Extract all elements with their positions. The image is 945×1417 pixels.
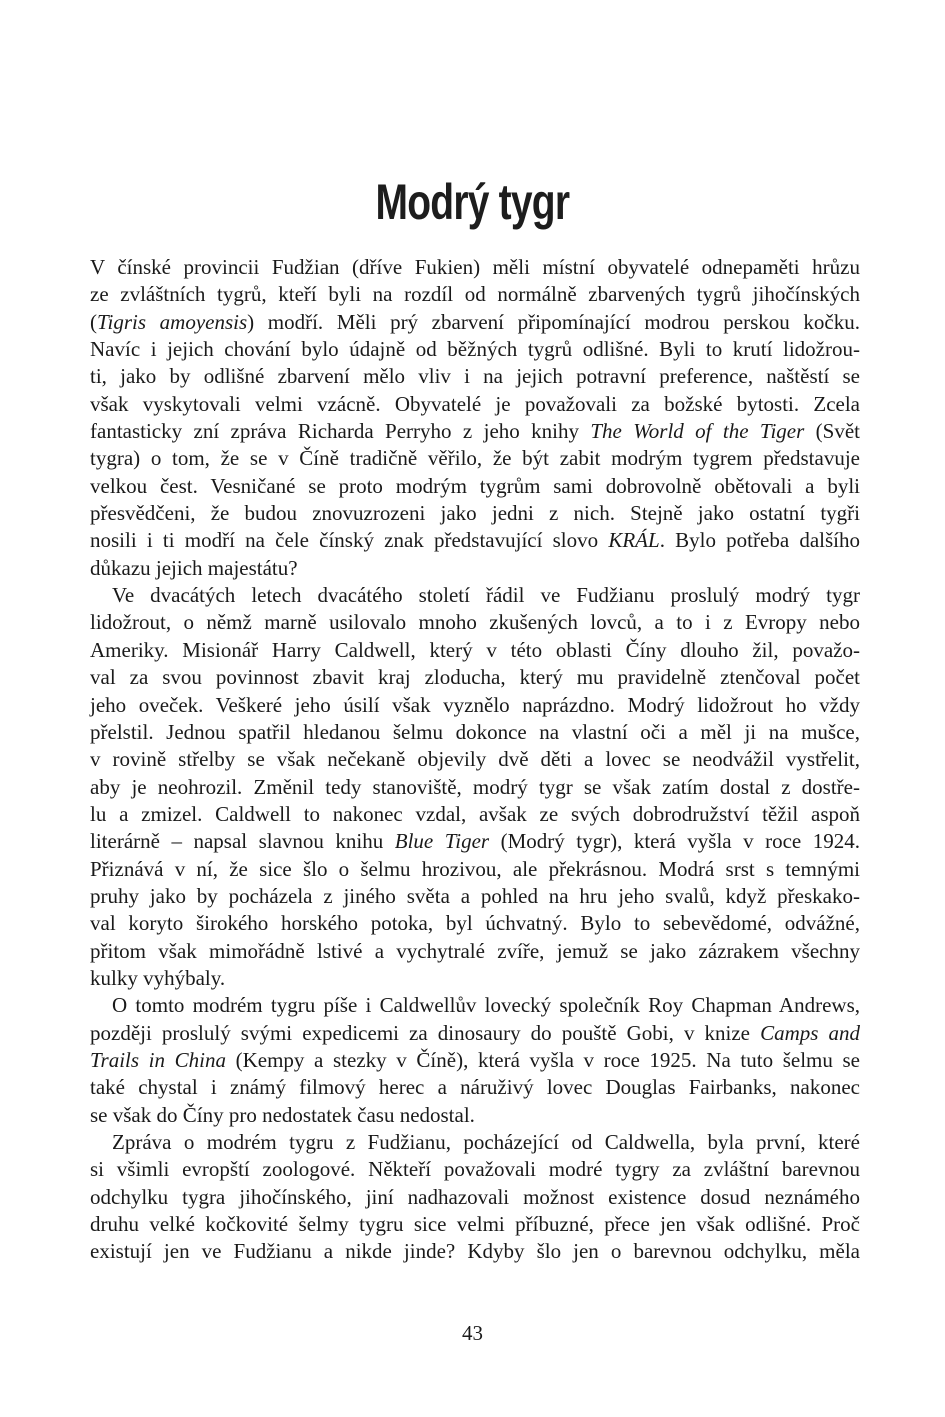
text-line: fantasticky zní zpráva Richarda Perryho z jeho knihy The World of the Tiger (Svět — [90, 419, 860, 444]
text-line: tygra) o tom, že se v Číně tradičně věřilo, že být zabit modrým tygrem představuje — [90, 446, 860, 471]
italic-title: Tigris amoyensis — [97, 309, 248, 334]
italic-title: Camps and — [760, 1020, 860, 1045]
text-line: (Tigris amoyensis) modří. Měli prý zbarvení připomínající modrou perskou kočku. — [90, 309, 860, 334]
text-line: Navíc i jejich chování bylo údajně od běžných tygrů odlišné. Byli to krutí lidožrou- — [90, 337, 860, 362]
text-line: pruhy jako by pocházela z jiného světa a pohled na hru jeho svalů, když přeskako- — [90, 883, 860, 908]
text-line: kulky vyhýbaly. — [90, 965, 226, 990]
text-line: v rovině střelby se však nečekaně objevily dvě děti a lovec se neodvážil vystřelit, — [90, 747, 860, 772]
text-line: Ameriky. Misionář Harry Caldwell, který v této oblasti Číny dlouho žil, považo- — [90, 637, 860, 662]
text-line: nosili i ti modří na čele čínský znak představující slovo KRÁL. Bylo potřeba dalšího — [90, 528, 860, 553]
paragraph — [90, 992, 860, 1129]
text-line: také chystal i známý filmový herec a náruživý lovec Douglas Fairbanks, nakonec — [90, 1075, 860, 1100]
text-line: si všimli evropští zoologové. Někteří považovali modré tygry za zvláštní barevnou — [90, 1157, 860, 1182]
paragraph — [90, 254, 860, 582]
body-text — [90, 254, 860, 1266]
text-line: jeho oveček. Veškeré jeho úsilí však vyznělo naprázdno. Modrý lidožrout ho vždy — [90, 692, 860, 717]
text-line: přesvědčeni, že budou znovuzrozeni jako jedni z nich. Stejně jako ostatní tygři — [90, 501, 860, 526]
text-line: V čínské provincii Fudžian (dříve Fukien) měli místní obyvatelé odnepaměti hrůzu — [90, 255, 860, 279]
text-line: aby je neohrozil. Změnil tedy stanoviště, modrý tygr se však zatím dostal z dostře- — [90, 774, 860, 799]
paragraph — [90, 1129, 860, 1266]
text-line: přitom však mimořádně lstivé a vychytralé zvíře, jemuž se jako zázrakem všechny — [90, 938, 860, 963]
text-line: lidožrout, o němž marně usilovalo mnoho zkušených lovců, a to i z Evropy nebo — [90, 610, 860, 635]
text-line: literárně – napsal slavnou knihu Blue Tiger (Modrý tygr), která vyšla v roce 1924. — [90, 829, 861, 854]
text-line: druhu velké kočkovité šelmy tygru sice velmi příbuzné, přece jen však odlišné. Proč — [90, 1212, 860, 1237]
italic-title: KRÁL — [608, 528, 660, 553]
text-line: existují jen ve Fudžianu a nikde jinde? Kdyby šlo jen o barevnou odchylku, měla — [90, 1239, 860, 1264]
text-line: ze zvláštních tygrů, kteří byli na rozdíl od normálně zbarvených tygrů jihočínských — [90, 282, 860, 307]
text-line: velkou čest. Vesničané se proto modrým tygrům sami dobrovolně obětovali a byli — [90, 473, 860, 498]
italic-title: The World of the Tiger — [590, 419, 805, 444]
text-line: val za svou povinnost zbavit kraj zloducha, který mu pravidelně ztenčoval počet — [90, 665, 860, 690]
chapter-title: Modrý tygr — [375, 173, 570, 230]
text-line: Zpráva o modrém tygru z Fudžianu, pocházející od Caldwella, byla první, které — [112, 1130, 860, 1154]
text-line: však vyskytovali velmi vzácně. Obyvatelé je považovali za božské bytosti. Zcela — [90, 391, 860, 416]
page-number: 43 — [462, 1321, 483, 1345]
paragraph — [90, 582, 860, 992]
text-line: se však do Číny pro nedostatek času nedostal. — [90, 1102, 475, 1127]
text-line: lu a zmizel. Caldwell to nakonec vzdal, avšak ze svých dobrodružství těžil aspoň — [90, 801, 860, 826]
text-line: Přiznává v ní, že sice šlo o šelmu hrozivou, ale překrásnou. Modrá srst s temnými — [90, 856, 860, 881]
italic-title: Blue Tiger — [394, 829, 490, 854]
text-line: později proslulý svými expedicemi za dinosaury do pouště Gobi, v knize Camps and — [90, 1020, 860, 1045]
text-line: přelstil. Jednou spatřil hledanou šelmu dokonce na vlastní oči a měl ji na mušce, — [90, 719, 860, 744]
text-line: ti, jako by odlišné zbarvení mělo vliv i na jejich potravní preference, naštěstí se — [90, 364, 860, 389]
text-line: O tomto modrém tygru píše i Caldwellův lovecký společník Roy Chapman Andrews, — [112, 993, 860, 1018]
italic-title: Trails in China — [90, 1047, 226, 1072]
text-line: Ve dvacátých letech dvacátého století řádil ve Fudžianu proslulý modrý tygr — [112, 583, 860, 608]
text-line: odchylku tygra jihočínského, jiní nadhazovali možnost existence dosud neznámého — [90, 1184, 860, 1209]
text-line: důkazu jejich majestátu? — [90, 555, 298, 580]
text-line: Trails in China (Kempy a stezky v Číně), která vyšla v roce 1925. Na tuto šelmu se — [90, 1047, 860, 1072]
text-line: val koryto širokého horského potoka, byl úchvatný. Bylo to sebevědomé, odvážné, — [90, 911, 860, 936]
